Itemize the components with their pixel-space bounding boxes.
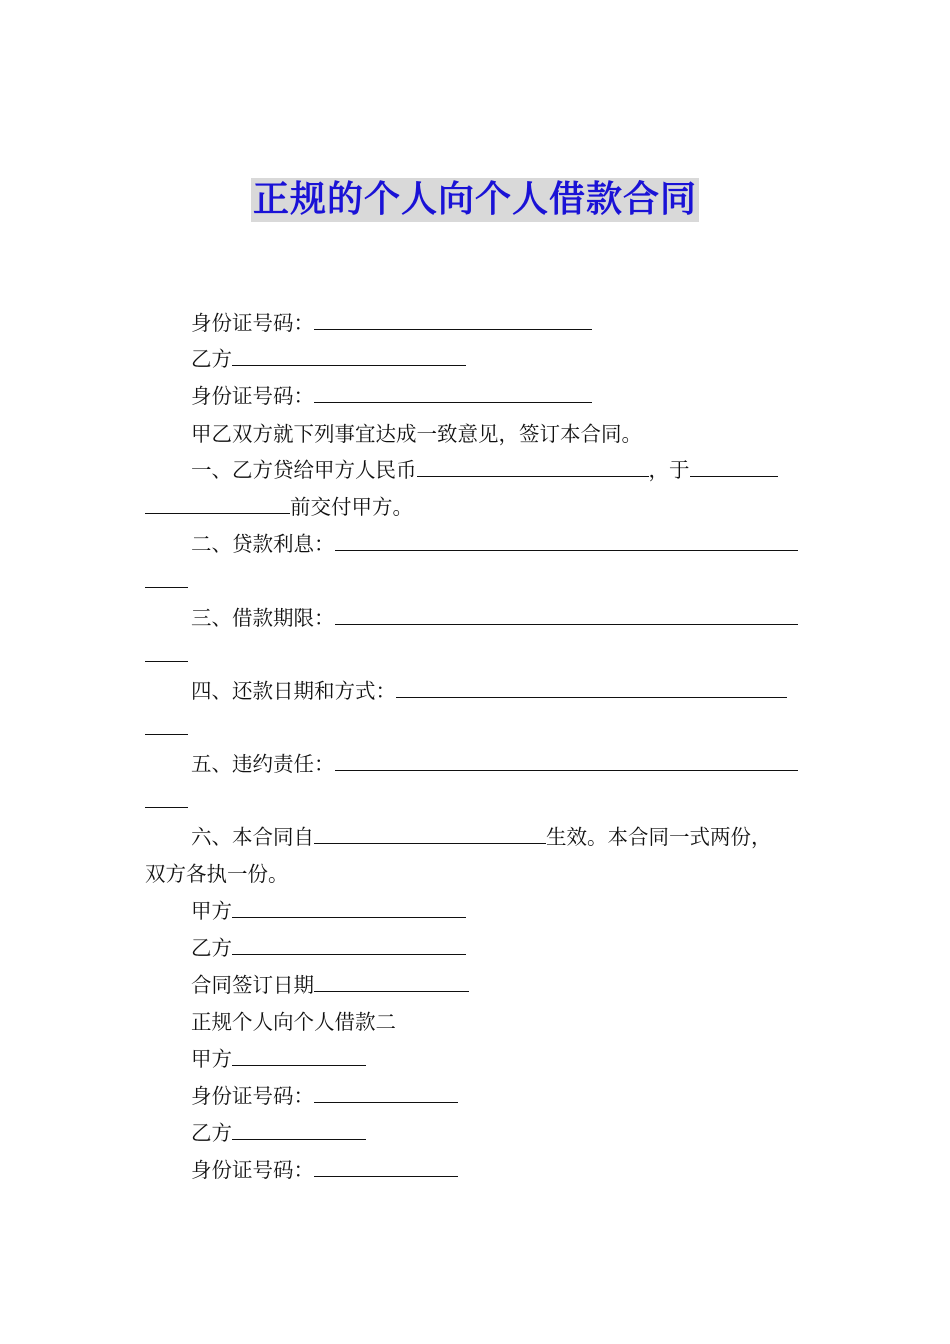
delivery-date-blank[interactable]	[690, 456, 778, 477]
party-b-label: 乙方	[191, 347, 232, 371]
clause-6-continued	[145, 860, 289, 888]
id-number-label: 身份证号码：	[191, 311, 314, 335]
clause-6-line	[191, 823, 772, 851]
id-number-line	[191, 382, 592, 410]
clause-5-continued	[145, 787, 188, 815]
repayment-label: 四、还款日期和方式：	[191, 679, 396, 703]
sign-date-label: 合同签订日期	[191, 973, 314, 997]
document-title: 正规的个人向个人借款合同	[252, 179, 697, 220]
clause-1-ending: 前交付甲方。	[290, 495, 413, 519]
clause-4-continued	[145, 714, 188, 742]
clause-1-continued	[145, 493, 413, 521]
clause-1-text: 一、乙方贷给甲方人民币	[191, 458, 417, 482]
breach-liability-blank[interactable]	[335, 750, 798, 771]
loan-term-blank-continued[interactable]	[145, 641, 188, 662]
party-b-line	[191, 1119, 366, 1147]
id-number-label: 身份证号码：	[191, 1158, 314, 1182]
id-number-blank[interactable]	[314, 382, 592, 403]
breach-liability-blank-continued[interactable]	[145, 787, 188, 808]
id-number-label: 身份证号码：	[191, 384, 314, 408]
clause-3-continued	[145, 641, 188, 669]
clause-1-line	[191, 456, 778, 484]
sign-date-blank[interactable]	[314, 971, 469, 992]
signature-party-a-label: 甲方	[191, 899, 232, 923]
clause-5-line	[191, 750, 798, 778]
section-2-heading	[191, 1008, 396, 1036]
section-2-title: 正规个人向个人借款二	[191, 1010, 396, 1034]
id-number-line	[191, 1156, 458, 1184]
id-number-line	[191, 309, 592, 337]
agreement-text: 甲乙双方就下列事宜达成一致意见，签订本合同。	[191, 422, 642, 446]
signature-party-a-blank[interactable]	[232, 897, 466, 918]
clause-6-ending: 双方各执一份。	[145, 862, 289, 886]
id-number-blank[interactable]	[314, 1082, 458, 1103]
interest-blank[interactable]	[335, 530, 798, 551]
clause-6-text: 六、本合同自	[191, 825, 314, 849]
party-a-label: 甲方	[191, 1047, 232, 1071]
clause-3-line	[191, 604, 798, 632]
breach-liability-label: 五、违约责任：	[191, 752, 335, 776]
party-b-blank[interactable]	[232, 345, 466, 366]
signature-party-b-line	[191, 934, 466, 962]
clause-2-line	[191, 530, 798, 558]
loan-amount-blank[interactable]	[417, 456, 649, 477]
loan-term-blank[interactable]	[335, 604, 798, 625]
effective-date-blank[interactable]	[314, 823, 546, 844]
agreement-line	[191, 420, 642, 448]
interest-blank-continued[interactable]	[145, 567, 188, 588]
clause-2-continued	[145, 567, 188, 595]
sign-date-line	[191, 971, 469, 999]
id-number-blank[interactable]	[314, 1156, 458, 1177]
delivery-date-blank-continued[interactable]	[145, 493, 290, 514]
signature-party-a-line	[191, 897, 466, 925]
interest-label: 二、贷款利息：	[191, 532, 335, 556]
clause-6-tail: 生效。本合同一式两份，	[546, 825, 772, 849]
party-a-blank[interactable]	[232, 1045, 366, 1066]
loan-term-label: 三、借款期限：	[191, 606, 335, 630]
signature-party-b-blank[interactable]	[232, 934, 466, 955]
party-b-blank[interactable]	[232, 1119, 366, 1140]
party-b-label: 乙方	[191, 1121, 232, 1145]
clause-4-line	[191, 677, 787, 705]
id-number-line	[191, 1082, 458, 1110]
title-container	[0, 178, 950, 222]
party-b-line	[191, 345, 466, 373]
clause-1-connector: ，于	[648, 458, 690, 482]
party-a-line	[191, 1045, 366, 1073]
id-number-blank[interactable]	[314, 309, 592, 330]
signature-party-b-label: 乙方	[191, 936, 232, 960]
repayment-blank-continued[interactable]	[145, 714, 188, 735]
repayment-blank[interactable]	[396, 677, 787, 698]
id-number-label: 身份证号码：	[191, 1084, 314, 1108]
